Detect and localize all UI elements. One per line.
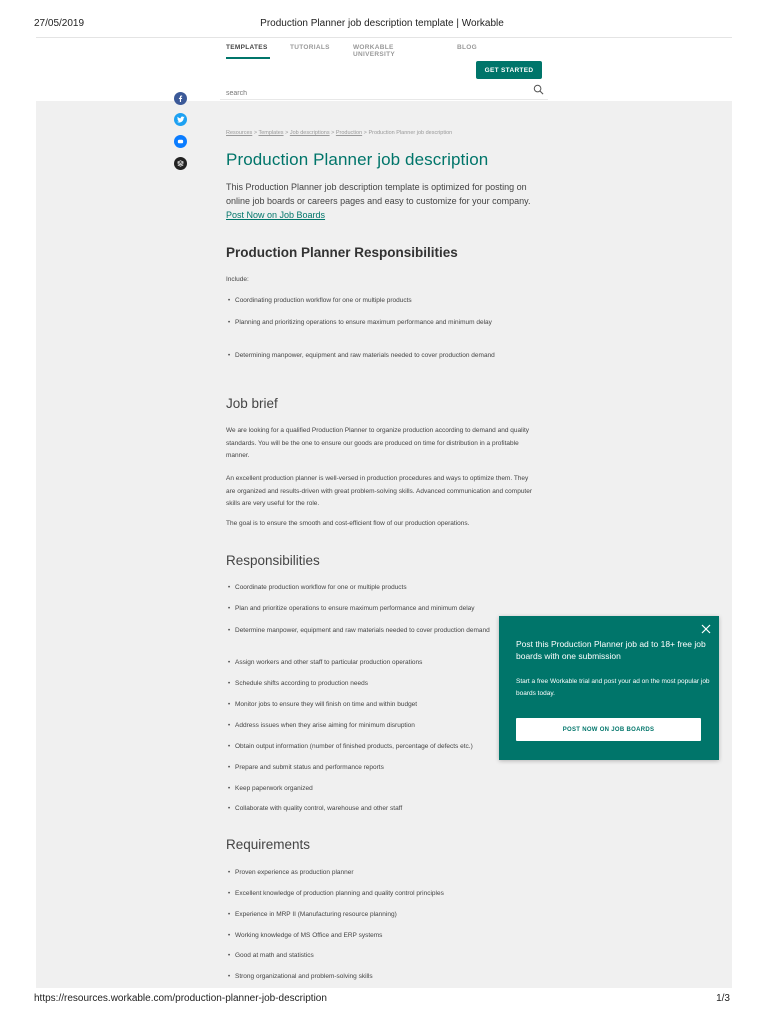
print-url: https://resources.workable.com/production-planner-job-description xyxy=(34,993,327,1004)
popup-subtitle: Start a free Workable trial and post your ad on the most popular job boards today. xyxy=(516,678,710,697)
tab-blog[interactable]: BLOG xyxy=(457,44,477,51)
print-title: Production Planner job description template | Workable xyxy=(260,18,504,29)
tab-templates[interactable]: TEMPLATES xyxy=(226,44,268,51)
top-navigation xyxy=(36,37,732,101)
breadcrumb-production[interactable]: Production xyxy=(335,130,363,136)
include-label: Include: xyxy=(226,276,249,283)
intro-text: This Production Planner job description template is optimized for posting on online job boards or careers pages and easy to customize for your company. xyxy=(226,182,531,206)
list-item: • Planning and prioritizing operations to ensure maximum performance and minimum delay xyxy=(228,317,538,329)
search-icon[interactable] xyxy=(533,84,544,95)
tab-workable-university[interactable]: WORKABLE UNIVERSITY xyxy=(353,44,396,58)
job-brief-paragraph: We are looking for a qualified Production Planner to organize production according to demand and quality standards. You will be the one to ensure our goods are produced on time for distribution in a profitable manner. xyxy=(226,427,530,459)
breadcrumb-separator: > xyxy=(252,130,259,136)
list-item: • Prepare and submit status and performance reports xyxy=(228,762,538,774)
job-brief-paragraph: The goal is to ensure the smooth and cost-efficient flow of our production operations. xyxy=(226,520,470,527)
search-input[interactable] xyxy=(220,87,510,101)
list-item: • Determine manpower, equipment and raw materials needed to cover production demand xyxy=(228,625,538,637)
list-item: • Proven experience as production planner xyxy=(228,867,538,879)
list-item: • Monitor jobs to ensure they will finish on time and within budget xyxy=(228,699,538,711)
close-icon[interactable] xyxy=(701,624,711,634)
list-item: • Coordinate production workflow for one or multiple products xyxy=(228,582,538,594)
responsibilities-summary-heading: Production Planner Responsibilities xyxy=(226,245,458,260)
list-item: • Keep paperwork organized xyxy=(228,783,538,795)
list-item: • Determining manpower, equipment and raw materials needed to cover production demand xyxy=(228,350,538,362)
post-job-popup xyxy=(499,616,719,760)
post-now-button[interactable]: POST NOW ON JOB BOARDS xyxy=(516,718,701,741)
buffer-icon[interactable] xyxy=(174,157,187,170)
requirements-heading: Requirements xyxy=(226,837,311,852)
get-started-button[interactable]: GET STARTED xyxy=(476,61,542,79)
breadcrumb-separator: > xyxy=(362,130,369,136)
list-item: • Good at math and statistics xyxy=(228,950,538,962)
list-item: • Excellent knowledge of production planning and quality control principles xyxy=(228,888,538,900)
breadcrumb-resources[interactable]: Resources xyxy=(226,130,253,136)
facebook-icon[interactable] xyxy=(174,92,187,105)
list-item: • Coordinating production workflow for one or multiple products xyxy=(228,295,538,307)
print-footer xyxy=(34,993,730,1007)
list-item: • Schedule shifts according to production needs xyxy=(228,678,538,690)
page-number: 1/3 xyxy=(716,993,730,1004)
print-date: 27/05/2019 xyxy=(34,18,85,29)
job-brief-paragraph: An excellent production planner is well-versed in production procedures and ways to optimize them. They are organized and results-driven with great problem-solving skills. Advanced communication and computer skills are very useful for the role. xyxy=(226,475,533,507)
breadcrumb-separator: > xyxy=(329,130,336,136)
intro-paragraph xyxy=(226,180,538,222)
print-header xyxy=(34,18,730,32)
list-item: • Collaborate with quality control, warehouse and other staff xyxy=(228,803,538,815)
job-brief-heading: Job brief xyxy=(226,396,278,411)
page-title: Production Planner job description xyxy=(226,150,489,169)
breadcrumb-separator: > xyxy=(283,130,290,136)
list-item: • Working knowledge of MS Office and ERP systems xyxy=(228,930,538,942)
list-item: • Strong organizational and problem-solving skills xyxy=(228,971,538,983)
responsibilities-heading: Responsibilities xyxy=(226,553,320,568)
list-item: • Obtain output information (number of finished products, percentage of defects etc.) xyxy=(228,741,538,753)
post-now-link[interactable]: Post Now on Job Boards xyxy=(226,210,326,220)
breadcrumb-current: Production Planner job description xyxy=(368,130,453,136)
breadcrumb xyxy=(226,130,452,136)
list-item: • Plan and prioritize operations to ensure maximum performance and minimum delay xyxy=(228,603,538,615)
messenger-icon[interactable] xyxy=(174,135,187,148)
content-area xyxy=(36,101,732,988)
list-item: • Experience in MRP II (Manufacturing resource planning) xyxy=(228,909,538,921)
breadcrumb-job-descriptions[interactable]: Job descriptions xyxy=(289,130,330,136)
list-item: • Assign workers and other staff to particular production operations xyxy=(228,657,538,669)
tab-tutorials[interactable]: TUTORIALS xyxy=(290,44,330,51)
twitter-icon[interactable] xyxy=(174,113,187,126)
breadcrumb-templates[interactable]: Templates xyxy=(258,130,284,136)
search-bar xyxy=(220,82,548,100)
popup-title: Post this Production Planner job ad to 18+ free job boards with one submission xyxy=(516,639,706,661)
list-item: • Address issues when they arise aiming for minimum disruption xyxy=(228,720,538,732)
